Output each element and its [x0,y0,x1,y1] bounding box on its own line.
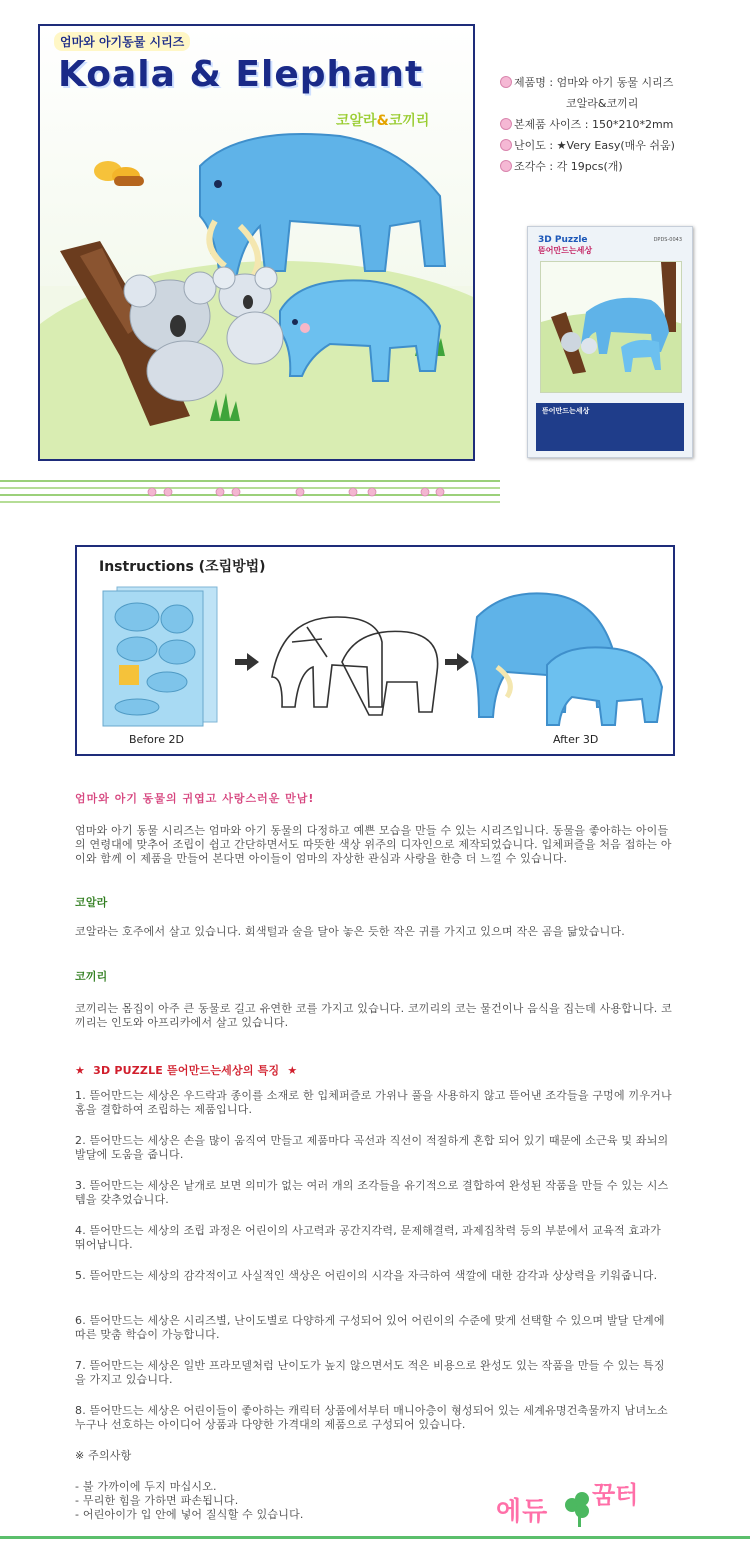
subtitle-elephant: 코끼리 [388,113,430,129]
elephant-heading: 코끼리 [75,970,108,983]
flower-bullet-icon [500,139,512,151]
package-brand: 뜯어만드는세상 [538,246,593,255]
butterfly [94,161,144,186]
hero-title: Koala & Elephant [58,54,424,95]
spec-row: 난이도 : ★Very Easy(매우 쉬움) [500,135,675,156]
feature-item: 8. 뜯어만드는 세상은 어린이들이 좋아하는 캐릭터 상품에서부터 매니아층이 형성되어 있는 세계유명건축물까지 남녀노소 누구나 선호하는 아이디어 상품과 다양한 가격대의 제품으로 구성되어 있습니다. [75,1404,668,1431]
before-2d-label: Before 2D [129,733,184,746]
feature-item: 6. 뜯어만드는 세상은 시리즈별, 난이도별로 다양하게 구성되어 있어 어린이의 수준에 맞게 선택할 수 있으며 발달 단계에 따른 맞춤 학습이 가능합니다. [75,1314,665,1341]
star-icon: ★ [75,1064,86,1077]
caution-item: - 무리한 힘을 가하면 파손됩니다. [75,1494,239,1507]
package-header [536,235,684,255]
elephant-baby [280,280,440,381]
feature-item: 3. 뜯어만드는 세상은 낱개로 보면 의미가 없는 여러 개의 조각들을 유기적으로 결합하여 완성된 작품을 만들 수 있는 시스템을 갖추었습니다. [75,1179,669,1206]
feature-item: 2. 뜯어만드는 세상은 손을 많이 움직여 만들고 제품마다 곡선과 직선이 적절하게 혼합 되어 있기 때문에 소근육 및 좌뇌의 발달에 도움을 줍니다. [75,1134,669,1161]
hero-kicker: 엄마와 아기동물 시리즈 [54,32,190,51]
package-logo: 3D Puzzle [538,235,588,245]
spec-list [500,72,675,177]
edu-kkumteo-logo [490,1475,660,1535]
package-bottom-band [536,403,684,451]
caution-item: - 불 가까이에 두지 마십시오. [75,1480,217,1493]
feature-item: 5. 뜯어만드는 세상의 감각적이고 사실적인 색상은 어린이의 시각을 자극하여 색깔에 대한 감각과 상상력을 키워줍니다. [75,1269,658,1282]
decorative-stripes [0,478,500,508]
package-artwork [540,261,682,393]
product-package-image [527,226,693,458]
flower-bullet-icon [500,76,512,88]
elephant-mother [200,134,445,286]
logo-text-left: 에듀 [496,1497,549,1527]
hero-subtitle [336,110,429,130]
spec-row: 제품명 : 엄마와 아기 동물 시리즈 [500,72,675,93]
elephant-paragraph: 코끼리는 몸집이 아주 큰 동물로 길고 유연한 코를 가지고 있습니다. 코끼리의 코는 물건이나 음식을 집는데 사용합니다. 코끼리는 인도와 아프리카에서 살고 있습니다. [75,1002,673,1029]
package-code: DPDS-0043 [653,237,682,243]
koala-baby [213,267,283,364]
caution-item: - 어린아이가 입 안에 넣어 질식할 수 있습니다. [75,1508,304,1521]
features-heading-text: 3D PUZZLE 뜯어만드는세상의 특징 [93,1064,280,1077]
spec-row: 조각수 : 각 19pcs(개) [500,156,675,177]
arrow-right-icon [445,653,469,671]
intro-heading: 엄마와 아기 동물의 귀엽고 사랑스러운 만남! [75,792,315,805]
instructions-illustration [77,547,675,756]
flower-bullet-icon [500,160,512,172]
instructions-panel [75,545,675,756]
caution-heading: ※ 주의사항 [75,1449,132,1462]
feature-item: 4. 뜯어만드는 세상의 조립 과정은 어린이의 사고력과 공간지각력, 문제해결력, 과제집착력 등의 부분에서 교육적 효과가 뛰어납니다. [75,1224,661,1251]
subtitle-amp: & [376,113,389,129]
star-icon: ★ [287,1064,298,1077]
hero-image [38,24,475,461]
bottom-divider [0,1536,750,1539]
instructions-heading: Instructions (조립방법) [99,559,266,575]
spec-row: 코알라&코끼리 [566,97,639,110]
koala-heading: 코알라 [75,896,108,909]
spec-row: 본제품 사이즈 : 150*210*2mm [500,114,675,135]
flower-bullet-icon [500,118,512,130]
features-heading [75,1064,675,1078]
intro-paragraph: 엄마와 아기 동물 시리즈는 엄마와 아기 동물의 다정하고 예쁜 모습을 만들 수 있는 시리즈입니다. 동물을 좋아하는 아이들의 연령대에 맞추어 조립이 쉽고 간단하면서도 따뜻한 색상 위주의 디자인으로 제작되었습니다. 입체퍼즐을 처음 접하는 아이와 함께 이 제품을 만들어 본다면 아이들이 엄마의 자상한 관심과 사랑을 한층 더 느낄 수 있습니다. [75,824,672,865]
subtitle-koala: 코알라 [336,113,377,129]
package-band-title: 뜯어만드는세상 [542,407,590,415]
koala-paragraph: 코알라는 호주에서 살고 있습니다. 회색털과 술을 달아 놓은 듯한 작은 귀를 가지고 있으며 작은 곰을 닮았습니다. [75,925,626,938]
arrow-right-icon [235,653,259,671]
after-3d-label: After 3D [553,733,599,746]
feature-item: 7. 뜯어만드는 세상은 일반 프라모델처럼 난이도가 높지 않으면서도 적은 비용으로 완성도 있는 작품을 만들 수 있는 특징을 가지고 있습니다. [75,1359,665,1386]
logo-text-right: 꿈터 [592,1481,639,1509]
feature-item: 1. 뜯어만드는 세상은 우드락과 종이를 소재로 한 입체퍼즐로 가위나 풀을 사용하지 않고 뜯어낸 조각들을 구멍에 끼우거나 홈을 결합하여 조립하는 제품입니다. [75,1089,672,1116]
